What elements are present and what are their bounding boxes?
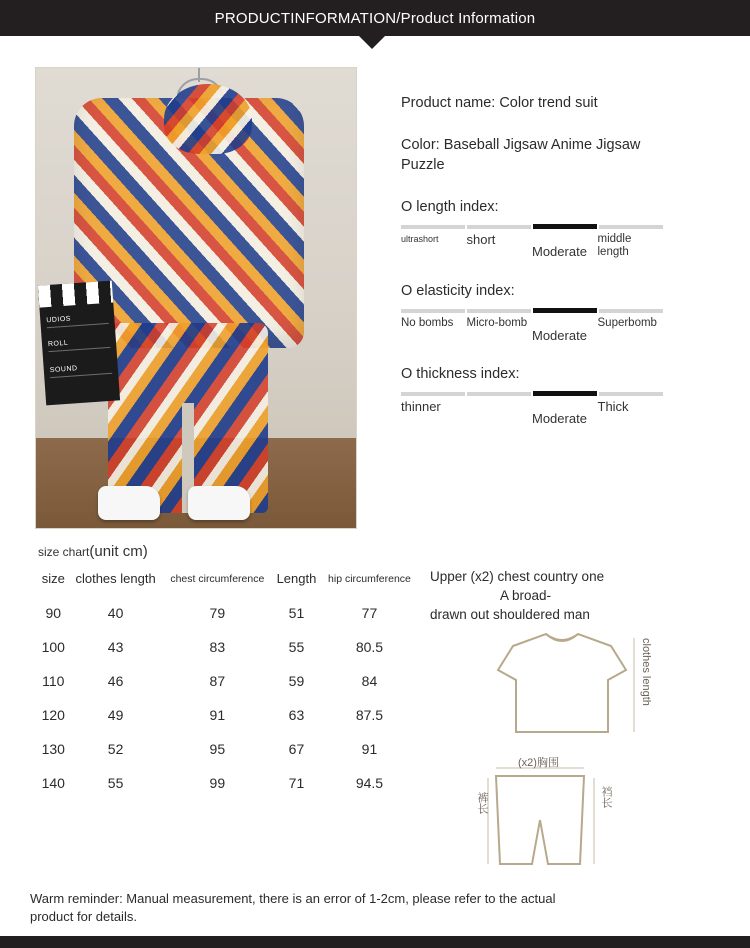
table-row (38, 596, 418, 630)
length-seg-1 (401, 225, 465, 229)
thickness-index-title: O thickness index: (401, 366, 520, 382)
product-photo-wrapper (35, 67, 355, 529)
thickness-label-4: Thick (597, 399, 629, 414)
cell-hip: 77 (361, 605, 378, 621)
table-row (38, 698, 418, 732)
warm-reminder: Warm reminder: Manual measurement, there is an error of 1-2cm, please refer to the actual product for details. (30, 891, 556, 924)
bottom-bar (0, 936, 750, 948)
cell-chest: 99 (209, 775, 226, 791)
cell-hip: 91 (361, 741, 378, 757)
elasticity-index-labels (401, 317, 663, 342)
length-index-title: O length index: (401, 199, 499, 215)
size-chart-title (38, 543, 750, 560)
cell-clothes-length: 55 (107, 775, 124, 791)
top-section (0, 49, 750, 529)
shirt-side-label: clothes length (640, 638, 652, 706)
col-clothes-length: clothes length (75, 571, 156, 586)
cell-clothes-length: 49 (107, 707, 124, 723)
thickness-index-bar (401, 392, 663, 396)
col-size: size (41, 571, 65, 586)
photo-shoe-left (98, 486, 160, 520)
table-row (38, 732, 418, 766)
length-label-2: short (466, 232, 496, 247)
table-row (38, 766, 418, 800)
length-label-4: middle length (597, 233, 632, 258)
cell-size: 130 (41, 741, 65, 757)
col-chest-circumference: chest circumference (170, 573, 265, 585)
thickness-seg-1 (401, 392, 465, 396)
size-table (38, 568, 418, 800)
cell-length: 63 (288, 707, 305, 723)
cell-size: 90 (45, 605, 62, 621)
page-header (0, 0, 750, 36)
pants-top-label: (x2)胸围 (518, 757, 559, 769)
elasticity-seg-4 (599, 309, 663, 313)
length-seg-3 (533, 224, 597, 229)
thickness-seg-2 (467, 392, 531, 396)
cell-length: 71 (288, 775, 305, 791)
thickness-label-1: thinner (401, 399, 441, 414)
elasticity-label-4: Superbomb (597, 317, 657, 329)
elasticity-label-2: Micro-bomb (466, 317, 528, 329)
pants-left-label: 裤长 (476, 792, 488, 814)
product-color: Color: Baseball Jigsaw Anime Jigsaw Puzzle (401, 137, 641, 173)
elasticity-index-block (401, 283, 750, 342)
thickness-seg-4 (599, 392, 663, 396)
cell-length: 67 (288, 741, 305, 757)
size-chart-unit: (unit cm) (89, 543, 148, 560)
thickness-label-2 (467, 400, 533, 425)
pants-right-label: 裆长 (600, 786, 612, 808)
cell-hip: 80.5 (355, 639, 384, 655)
cell-hip: 84 (361, 673, 378, 689)
photo-pants (108, 323, 268, 513)
clapperboard-stripes (38, 281, 113, 308)
elasticity-label-1: No bombs (401, 317, 454, 329)
elasticity-seg-1 (401, 309, 465, 313)
elasticity-index-title: O elasticity index: (401, 283, 515, 299)
cell-size: 110 (42, 673, 65, 689)
cell-chest: 95 (209, 741, 226, 757)
shirt-outline-icon (458, 628, 688, 738)
pants-outline-icon (460, 760, 640, 875)
cell-chest: 91 (209, 707, 226, 723)
table-row (38, 664, 418, 698)
table-header-row (38, 568, 418, 596)
thickness-index-labels (401, 400, 663, 425)
table-row (38, 630, 418, 664)
length-seg-4 (599, 225, 663, 229)
cell-clothes-length: 46 (107, 673, 124, 689)
cell-hip: 94.5 (355, 775, 384, 791)
pants-diagram (460, 757, 640, 875)
diagram-note-line2: A broad- (500, 588, 552, 603)
header-arrow-icon (359, 36, 385, 49)
length-label-3: Moderate (532, 244, 587, 259)
length-label-1: ultrashort (401, 234, 439, 244)
cell-clothes-length: 40 (107, 605, 124, 621)
cell-clothes-length: 43 (107, 639, 124, 655)
length-index-block (401, 199, 750, 259)
cell-size: 100 (41, 639, 65, 655)
cell-length: 55 (288, 639, 305, 655)
diagram-note (430, 567, 730, 624)
col-hip-circumference: hip circumference (328, 573, 411, 585)
shirt-diagram (458, 628, 688, 738)
cell-chest: 79 (209, 605, 226, 621)
page-header-title: PRODUCTINFORMATION/Product Information (214, 9, 536, 27)
clapperboard-prop: UDIOS ROLL SOUND (38, 281, 120, 406)
col-length: Length (276, 571, 317, 586)
cell-size: 120 (41, 707, 65, 723)
elasticity-seg-2 (467, 309, 531, 313)
photo-hood (164, 84, 252, 154)
product-photo (35, 67, 357, 529)
elasticity-label-3: Moderate (532, 328, 587, 343)
cell-hip: 87.5 (355, 707, 384, 723)
product-specs (401, 67, 750, 529)
product-name: Product name: Color trend suit (401, 95, 598, 111)
length-index-labels (401, 233, 663, 259)
thickness-index-block (401, 366, 750, 425)
cell-size: 140 (41, 775, 65, 791)
length-seg-2 (467, 225, 531, 229)
diagram-note-line3: drawn out shouldered man (430, 607, 590, 622)
cell-length: 59 (288, 673, 305, 689)
photo-shoe-right (188, 486, 250, 520)
size-chart-section (0, 543, 750, 814)
length-index-bar (401, 225, 663, 229)
cell-length: 51 (288, 605, 305, 621)
thickness-label-3: Moderate (532, 411, 587, 426)
cell-chest: 87 (209, 673, 226, 689)
thickness-seg-3 (533, 391, 597, 396)
size-chart-label: size chart (38, 545, 90, 559)
cell-chest: 83 (209, 639, 226, 655)
elasticity-seg-3 (533, 308, 597, 313)
measurement-diagrams (430, 567, 730, 875)
diagram-note-line1: Upper (x2) chest country one (430, 569, 605, 584)
elasticity-index-bar (401, 309, 663, 313)
cell-clothes-length: 52 (107, 741, 124, 757)
